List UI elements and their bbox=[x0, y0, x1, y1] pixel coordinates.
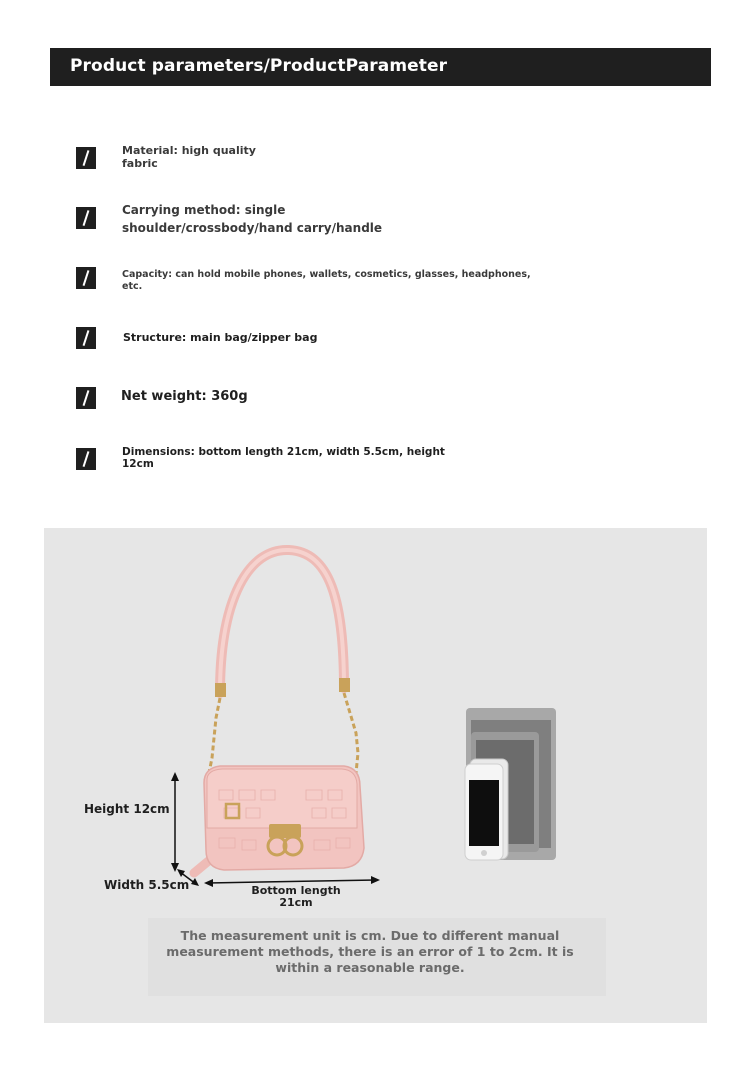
param-label: Net weight: 360g bbox=[121, 389, 248, 404]
param-label: Material: high quality fabric bbox=[122, 144, 256, 170]
slash-icon bbox=[76, 267, 96, 289]
slash-icon bbox=[76, 207, 96, 229]
slash-icon bbox=[76, 448, 96, 470]
slash-icon bbox=[76, 327, 96, 349]
slash-icon bbox=[76, 387, 96, 409]
length-label: Bottom length 21cm bbox=[251, 884, 341, 909]
param-label: Dimensions: bottom length 21cm, width 5.5cm, height 12cm bbox=[122, 446, 445, 470]
section-title: Product parameters/ProductParameter bbox=[70, 56, 448, 76]
section-header bbox=[50, 48, 711, 86]
width-label: Width 5.5cm bbox=[104, 878, 190, 892]
measurement-note: The measurement unit is cm. Due to different manual measurement methods, there is an error of 1 to 2cm. It is within a reasonable range. bbox=[166, 928, 574, 975]
param-label: Capacity: can hold mobile phones, wallets, cosmetics, glasses, headphones, etc. bbox=[122, 269, 531, 292]
param-label: Structure: main bag/zipper bag bbox=[123, 331, 318, 344]
height-label: Height 12cm bbox=[84, 802, 170, 816]
param-label: Carrying method: single shoulder/crossbody/hand carry/handle bbox=[122, 203, 383, 235]
slash-icon bbox=[76, 147, 96, 169]
